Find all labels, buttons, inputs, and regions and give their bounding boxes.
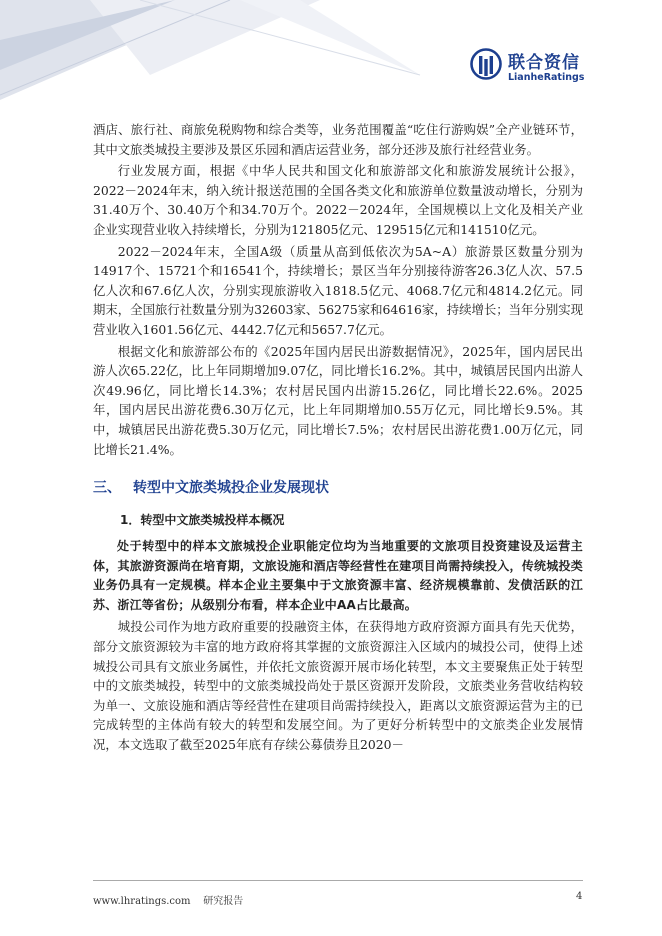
paragraph-summary-bold: 处于转型中的样本文旅城投企业职能定位均为当地重要的文旅项目投资建设及运营主体，其旅游资源尚在培育期，文旅设施和酒店等经营性在建项目尚需持续投入，传统城投类业务仍具有一定规模。样本企业主要集中于文旅资源丰富、经济规模靠前、发债活跃的江苏、浙江等省份；从级别分布看，样本企业中AA占比最高。 — [93, 539, 583, 612]
section-heading — [93, 475, 583, 499]
footer-divider — [93, 880, 583, 881]
paragraph-industry-development: 行业发展方面，根据《中华人民共和国文化和旅游部文化和旅游发展统计公报》，2022－2024年末，纳入统计报送范围的全国各类文化和旅游单位数量波动增长，分别为31.40万个、30.40万个和34.70万个。2022－2024年，全国规模以上文化及相关产业企业实现营业收入持续增长，分别为121805亿元、129515亿元和141510亿元。 — [93, 163, 583, 237]
footer-doc-type: 研究报告 — [203, 896, 244, 907]
document-body — [93, 120, 583, 755]
page-number: 4 — [576, 891, 583, 902]
lianhe-logo-icon — [470, 48, 502, 80]
paragraph-continuation: 酒店、旅行社、商旅免税购物和综合类等，业务范围覆盖“吃住行游购娱”全产业链环节，其中文旅类城投主要涉及景区乐园和酒店运营业务，部分还涉及旅行社经营业务。 — [93, 122, 583, 157]
section-title: 转型中文旅类城投企业发展现状 — [133, 480, 329, 497]
section-number: 三、 — [93, 480, 121, 497]
company-logo — [470, 48, 600, 90]
paragraph-scenic-areas: 2022－2024年末，全国A级（质量从高到低依次为5A~A）旅游景区数量分别为14917个、15721个和16541个，持续增长；景区当年分别接待游客26.3亿人次、57.5亿人次和67.6亿人次，分别实现旅游收入1818.5亿元、4068.7亿元和4814.2亿元。同期末，全国旅行社数量分别为32603家、56275家和64616家，持续增长；当年分别实现营业收入1601.56亿元、4442.7亿元和5657.7亿元。 — [93, 243, 583, 337]
footer-source — [93, 892, 243, 907]
subsection-heading: 1．转型中文旅类城投样本概况 — [120, 513, 285, 528]
logo-english-name: LianheRatings — [508, 72, 585, 83]
paragraph-domestic-travel: 根据文化和旅游部公布的《2025年国内居民出游数据情况》，2025年，国内居民出游人次65.22亿，比上年同期增加9.07亿，同比增长16.2%。其中，城镇居民国内出游人次49.96亿，同比增长14.3%；农村居民国内出游15.26亿，同比增长22.6%。2025年，国内居民出游花费6.30万亿元，比上年同期增加0.55万亿元，同比增长9.5%。其中，城镇居民出游花费5.30万亿元，同比增长7.5%；农村居民出游花费1.00万亿元，同比增长21.4%。 — [93, 343, 583, 457]
footer-website: www.lhratings.com — [93, 896, 191, 907]
logo-chinese-name: 联合资信 — [508, 53, 580, 73]
paragraph-sample-overview: 城投公司作为地方政府重要的投融资主体，在获得地方政府资源方面具有先天优势，部分文旅资源较为丰富的地方政府将其掌握的文旅资源注入区域内的城投公司，使得上述城投公司具有文旅业务属性，并依托文旅资源开展市场化转型，本文主要聚焦正处于转型中的文旅类城投，转型中的文旅类城投尚处于景区资源开发阶段，文旅类业务营收结构较为单一、文旅设施和酒店等经营性在建项目尚需持续投入，距离以文旅资源运营为主的已完成转型的主体尚有较大的转型和发展空间。为了更好分析转型中的文旅类企业发展情况，本文选取了截至2025年底有存续公募债券且2020－ — [93, 619, 583, 753]
